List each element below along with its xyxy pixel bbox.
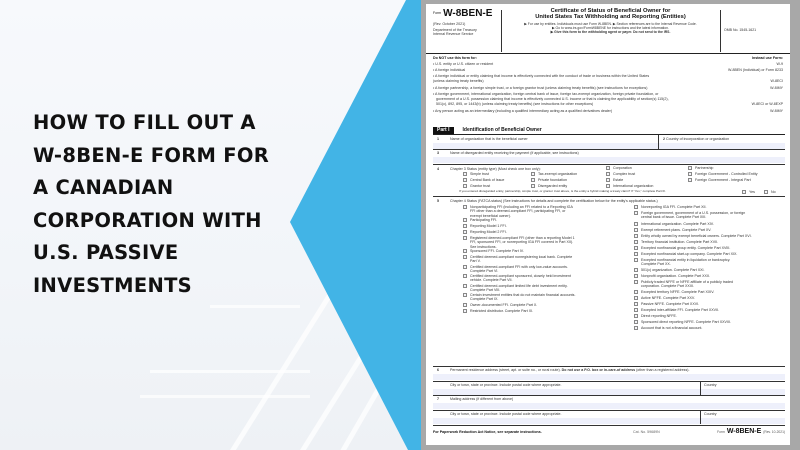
line-number: 2 (663, 137, 665, 141)
fatca-option-text: Participating FFI. (470, 218, 498, 222)
title-line-5: U.S. PASSIVE (33, 241, 179, 264)
fatca-option-text: Registered deemed-compliant FFI (other than a reporting Model 1 (470, 236, 575, 240)
fatca-option-text: Certified deemed-compliant sponsored, closely held investment (470, 274, 571, 278)
form-title-line-2: United States Tax Withholding and Reporting (Entities) (535, 14, 686, 21)
exclusion-text: (unless claiming treaty benefits) (433, 79, 484, 83)
fatca-option-text: Restricted distributor. Complete Part XI. (470, 309, 534, 313)
line-6-label: Permanent residence address (street, apt. or suite no., or rural route). Do not use a P.O. box or in-care-of address (other than a registered address). (450, 368, 690, 372)
exclusion-text: • U.S. entity or U.S. citizen or resident (433, 62, 494, 66)
fatca-checkbox-option[interactable] (634, 296, 695, 300)
fatca-option-text: Certain investment entities that do not maintain financial accounts. (470, 293, 576, 297)
fatca-checkbox-option[interactable] (463, 293, 575, 302)
part-1-title: Identification of Beneficial Owner (462, 127, 542, 133)
fatca-checkbox-option[interactable] (463, 236, 575, 249)
fatca-option-text: Sponsored direct reporting NFFE. Complete Part XXVIII. (641, 320, 731, 324)
exclusion-form: W-8ECI (770, 79, 783, 83)
checkbox[interactable] (634, 222, 638, 226)
paperwork-notice: For Paperwork Reduction Act Notice, see separate instructions. (433, 430, 542, 434)
omb-number: OMB No. 1545-1621 (724, 28, 757, 32)
checkbox[interactable] (634, 258, 638, 262)
part-1-header (433, 127, 785, 135)
checkbox-private-foundation[interactable]: Private foundation (531, 178, 567, 182)
checkbox[interactable] (463, 230, 467, 234)
fatca-option-text: Owner-documented FFI. Complete Part X. (470, 303, 538, 307)
part-1-label: Part I (433, 127, 454, 134)
form-number: Form W-8BEN-E (433, 8, 493, 19)
checkbox-disregarded-entity[interactable]: Disregarded entity (531, 184, 567, 188)
checkbox[interactable] (634, 280, 638, 284)
line-3-label: Name of disregarded entity receiving the payment (if applicable, see instructions) (450, 151, 579, 155)
checkbox[interactable] (634, 211, 638, 215)
fatca-checkbox-option[interactable] (634, 268, 705, 272)
city-label: City or town, state or province. Include postal code where appropriate. (450, 412, 562, 416)
checkbox[interactable] (463, 255, 467, 259)
line-number: 4 (437, 167, 439, 171)
fatca-option-text: vehicle. Complete Part VII. (470, 278, 513, 283)
checkbox[interactable] (634, 234, 638, 238)
fatca-option-text: Reporting Model 1 FFI. (470, 224, 507, 228)
form-instruction-2: ▶ Go to www.irs.gov/FormW8BENE for instructions and the latest information. (552, 26, 669, 31)
checkbox-simple-trust[interactable]: Simple trust (463, 172, 489, 176)
checkbox-international-organization[interactable]: International organization (606, 184, 653, 188)
line-number: 5 (437, 199, 439, 203)
checkbox[interactable] (634, 205, 638, 209)
fatca-checkbox-option[interactable] (634, 320, 731, 324)
line-1-label: Name of organization that is the beneficial owner (450, 137, 528, 141)
checkbox-estate[interactable]: Estate (606, 178, 623, 182)
fatca-option-text: See instructions. (470, 244, 497, 249)
checkbox[interactable] (463, 218, 467, 222)
fatca-option-text: Reporting Model 2 FFI. (470, 230, 507, 234)
checkbox[interactable] (634, 320, 638, 324)
country-label: Country (704, 383, 717, 387)
fatca-checkbox-option[interactable] (634, 290, 714, 294)
checkbox-foreign-gov-controlled-entity[interactable]: Foreign Government - Controlled Entity (688, 172, 758, 176)
fatca-option-text: Nonprofit organization. Complete Part XXII. (641, 274, 710, 278)
fatca-checkbox-option[interactable] (634, 211, 745, 220)
fatca-checkbox-option[interactable] (634, 234, 752, 238)
fatca-option-text: Nonreporting IGA FFI. Complete Part XII. (641, 205, 707, 209)
fatca-option-text: Complete Part XX. (641, 262, 671, 267)
fatca-option-text: Territory financial institution. Complete Part XVII. (641, 240, 719, 244)
fatca-checkbox-option[interactable] (634, 308, 719, 312)
fatca-option-text: 501(c) organization. Complete Part XXI. (641, 268, 705, 272)
permanent-address-field[interactable] (433, 374, 785, 380)
checkbox[interactable] (634, 296, 638, 300)
checkbox[interactable] (634, 268, 638, 272)
form-header (426, 4, 790, 54)
checkbox-grantor-trust[interactable]: Grantor trust (463, 184, 490, 188)
fatca-option-text: Certified deemed-compliant FFI with only low-value accounts. (470, 264, 568, 269)
fatca-checkbox-option[interactable] (634, 246, 730, 250)
fatca-option-text: Direct reporting NFFE. (641, 314, 677, 318)
form-instruction-3: ▶ Give this form to the withholding agent or payer. Do not send to the IRS. (550, 30, 671, 35)
fatca-checkbox-option[interactable] (463, 265, 568, 274)
checkbox-partnership[interactable]: Partnership (688, 166, 713, 170)
fatca-option-text: exempt beneficial owner). (470, 213, 511, 218)
line-7-label: Mailing address (if different from above) (450, 397, 514, 401)
fatca-option-text: Account that is not a financial account. (641, 326, 703, 330)
checkbox[interactable] (634, 274, 638, 278)
fatca-option-text: Exempt retirement plans. Complete Part XV. (641, 228, 712, 232)
fatca-checkbox-option[interactable] (463, 224, 507, 228)
checkbox-tax-exempt-organization[interactable]: Tax-exempt organization (531, 172, 577, 176)
fatca-option-text: Excepted nonfinancial group entity. Complete Part XVIII. (641, 246, 731, 250)
fatca-checkbox-option[interactable] (634, 326, 702, 330)
fatca-checkbox-option[interactable] (463, 205, 573, 218)
checkbox[interactable] (634, 228, 638, 232)
fatca-checkbox-option[interactable] (634, 205, 707, 209)
fatca-checkbox-option[interactable] (634, 240, 718, 244)
country-label: Country (704, 412, 717, 416)
fatca-option-text: Nonparticipating FFI (including an FFI related to a Reporting IGA (470, 205, 573, 209)
title-line-6: INVESTMENTS (33, 273, 193, 297)
checkbox[interactable] (634, 252, 638, 256)
fatca-checkbox-option[interactable] (634, 314, 677, 318)
checkbox[interactable] (634, 308, 638, 312)
city-label: City or town, state or province. Include postal code where appropriate. (450, 383, 562, 387)
fatca-option-text: FFI, sponsored FFI, or nonreporting IGA FFI covered in Part XII). (470, 240, 574, 245)
fatca-option-text: Active NFFE. Complete Part XXV. (641, 296, 695, 300)
w8bene-form-page (426, 4, 790, 445)
fatca-checkbox-option[interactable] (634, 222, 714, 226)
exclusion-text: • A foreign individual or entity claiming that income is effectively connected with the conduct of trade or business within the United States (433, 74, 650, 78)
checkbox[interactable] (463, 309, 467, 313)
checkbox[interactable] (463, 224, 467, 228)
fatca-option-text: Publicly traded NFFE or NFFE affiliate of a publicly traded (641, 280, 734, 284)
checkbox[interactable] (463, 249, 467, 253)
title-line-2: W-8BEN-E FORM FOR (33, 143, 270, 167)
fatca-option-text: Complete Part VIII. (470, 287, 501, 292)
fatca-checkbox-option[interactable] (634, 274, 710, 278)
title-line-4: CORPORATION WITH (33, 208, 262, 232)
title-line-3: A CANADIAN (33, 176, 174, 199)
exclusion-form: W-8IMY (770, 86, 783, 90)
checkbox[interactable] (634, 246, 638, 250)
checkbox-hybrid-yes[interactable]: Yes (742, 190, 755, 194)
exclusion-form: W-8ECI or W-8EXP (751, 102, 783, 106)
fatca-checkbox-option[interactable] (463, 274, 571, 283)
form-footer (433, 430, 785, 434)
exclusion-form: W-8IMY (770, 109, 783, 113)
article-title (33, 107, 313, 302)
form-title-line-1: Certificate of Status of Beneficial Owner for (550, 8, 671, 14)
checkbox[interactable] (634, 240, 638, 244)
instead-use-heading: Instead use Form: (752, 56, 783, 60)
checkbox[interactable] (463, 265, 467, 269)
fatca-option-text: Sponsored FFI. Complete Part IV. (470, 249, 524, 253)
fatca-option-text: Excepted nonfinancial entity in liquidation or bankruptcy. (641, 258, 731, 262)
line-4-label: Chapter 3 Status (entity type) (Must check one box only): (450, 167, 541, 171)
checkbox[interactable] (634, 290, 638, 294)
title-line-1: HOW TO FILL OUT A (33, 111, 256, 134)
hybrid-question: If you entered disregarded entity, partnership, simple trust, or grantor trust above, is the entity a hybrid making a treaty claim? If "Yes," complete Part III. (459, 189, 666, 193)
form-revision: (Rev. October 2021) (433, 21, 466, 26)
checkbox-corporation[interactable]: Corporation (606, 166, 632, 170)
line-number: 6 (437, 368, 439, 372)
checkbox[interactable] (634, 326, 638, 330)
checkbox-hybrid-no[interactable]: No (764, 190, 776, 194)
checkbox[interactable] (463, 293, 467, 297)
line-2-label: Country of incorporation or organization (666, 137, 730, 141)
fatca-checkbox-option[interactable] (463, 249, 524, 253)
fatca-checkbox-option[interactable] (463, 218, 497, 222)
fatca-option-text: Excepted inter-affiliate FFI. Complete Part XXVII. (641, 308, 720, 312)
exclusion-text: • A foreign government, international organization, foreign central bank of issue, foreign tax-exempt organization, foreign private foundation, or (433, 92, 659, 96)
fatca-option-text: FFI other than a deemed-compliant FFI, participating FFI, or (470, 209, 566, 214)
checkbox[interactable] (463, 205, 467, 209)
exclusion-form: W-9 (776, 62, 783, 66)
mailing-city-field[interactable] (433, 418, 700, 424)
line-number: 1 (437, 137, 439, 141)
footer-form-number: Form W-8BEN-E (Rev. 10-2021) (717, 428, 785, 435)
do-not-use-heading: Do NOT use this form for: (433, 56, 477, 60)
checkbox[interactable] (463, 274, 467, 278)
mailing-country-field[interactable] (701, 418, 785, 424)
fatca-option-text: Complete Part VI. (470, 268, 499, 273)
fatca-option-text: Excepted nonfinancial start-up company. Complete Part XIX. (641, 252, 738, 256)
mailing-address-field[interactable] (433, 403, 785, 409)
fatca-option-text: Entity wholly owned by exempt beneficial owners. Complete Part XVI. (641, 234, 752, 238)
fatca-option-text: Part V. (470, 259, 481, 264)
fatca-checkbox-option[interactable] (463, 284, 568, 293)
fatca-option-text: Certified deemed-compliant nonregistering local bank. Complete (470, 255, 573, 259)
fatca-checkbox-option[interactable] (463, 230, 507, 234)
department: Department of the Treasury (433, 27, 477, 32)
fatca-option-text: central bank of issue. Complete Part XIII. (641, 215, 707, 220)
checkbox-complex-trust[interactable]: Complex trust (606, 172, 635, 176)
line-number: 7 (437, 397, 439, 401)
irs-label: Internal Revenue Service (433, 32, 474, 37)
fatca-option-text: Foreign government, government of a U.S. possession, or foreign (641, 211, 746, 215)
catalog-number: Cat. No. 59689N (633, 430, 660, 434)
exclusion-text: • A foreign individual (433, 68, 466, 72)
fatca-checkbox-option[interactable] (634, 252, 737, 256)
fatca-option-text: Excepted territory NFFE. Complete Part XXIV. (641, 290, 715, 294)
checkbox[interactable] (463, 236, 467, 240)
fatca-option-text: corporation. Complete Part XXIII. (641, 284, 694, 289)
disregarded-entity-name-field[interactable] (433, 157, 785, 163)
exclusion-form: W-8BEN (Individual) or Form 8233 (727, 68, 783, 72)
fatca-checkbox-option[interactable] (634, 280, 733, 289)
form-instruction-1: ▶ For use by entities. Individuals must use Form W-8BEN. ▶ Section references are to the Internal Revenue Code. (524, 21, 697, 26)
fatca-checkbox-option[interactable] (634, 258, 730, 267)
line-number: 3 (437, 151, 439, 155)
exclusion-text: government of a U.S. possession claiming that income is effectively connected U.S. income or that is claiming the applicability of section(s) 115(2), (436, 97, 669, 101)
checkbox[interactable] (463, 284, 467, 288)
checkbox[interactable] (463, 303, 467, 307)
fatca-checkbox-option[interactable] (463, 309, 533, 313)
exclusion-text: • Any person acting as an intermediary (including a qualified intermediary acting as a qualified derivatives dealer) (433, 109, 613, 113)
checkbox-foreign-gov-integral-part[interactable]: Foreign Government - Integral Part (688, 178, 751, 182)
exclusion-text: • A foreign partnership, a foreign simple trust, or a foreign grantor trust (unless claiming treaty benefits) (see instructions for exceptions) (433, 86, 648, 90)
checkbox-central-bank-of-issue[interactable]: Central Bank of Issue (463, 178, 504, 182)
fatca-checkbox-option[interactable] (634, 228, 711, 232)
fatca-checkbox-option[interactable] (463, 303, 537, 307)
fatca-option-text: Complete Part IX. (470, 297, 499, 302)
fatca-checkbox-option[interactable] (463, 255, 572, 264)
checkbox[interactable] (634, 314, 638, 318)
exclusion-text: 501(c), 892, 895, or 1443(b) (unless claiming treaty benefits) (see instructions for other exceptions) (436, 102, 594, 106)
fatca-checkbox-option[interactable] (634, 302, 699, 306)
line-5-label: Chapter 4 Status (FATCA status) (See instructions for details and complete the certification below for the entity's applicable status.) (450, 199, 658, 203)
fatca-option-text: International organization. Complete Part XIV. (641, 222, 714, 226)
checkbox[interactable] (634, 302, 638, 306)
fatca-option-text: Passive NFFE. Complete Part XXVI. (641, 302, 700, 306)
fatca-option-text: Certified deemed-compliant limited life debt investment entity. (470, 283, 568, 288)
